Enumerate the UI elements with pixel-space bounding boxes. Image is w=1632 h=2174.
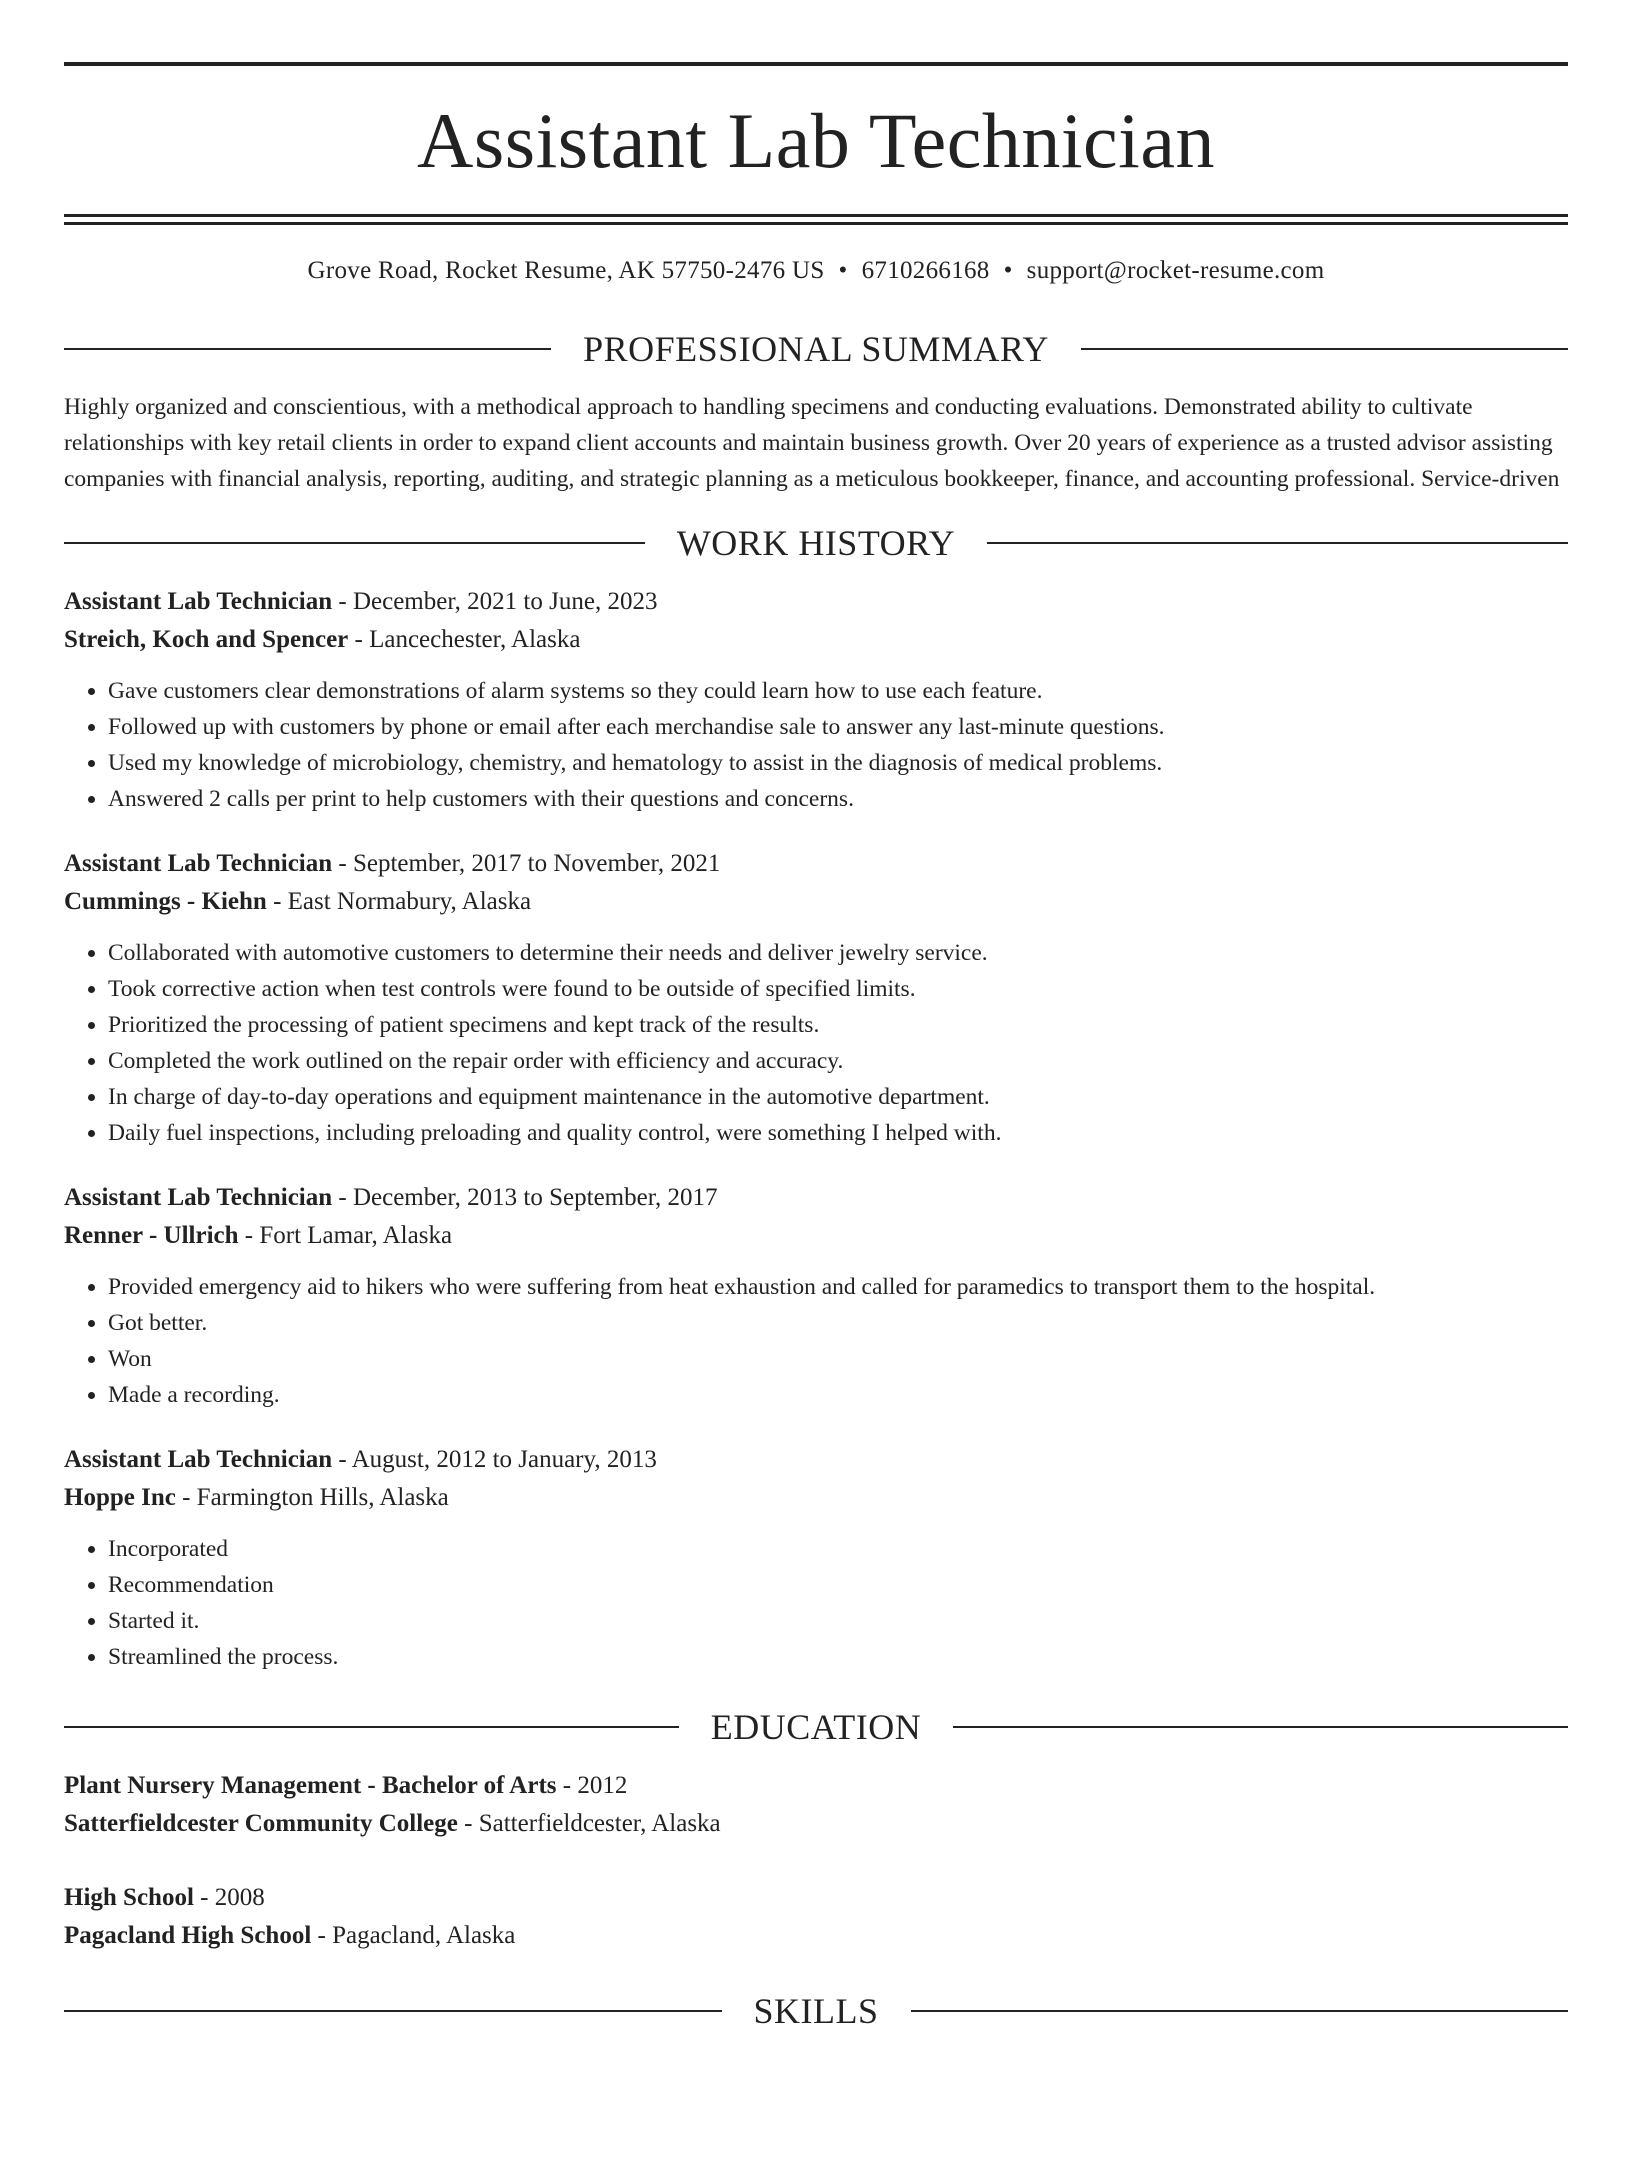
job-company: Hoppe Inc (64, 1483, 176, 1511)
heading-rule (953, 1726, 1568, 1728)
job-title: Assistant Lab Technician (64, 587, 333, 615)
heading-rule (987, 542, 1568, 544)
resume-page (0, 62, 1632, 2174)
section-heading-education (64, 1705, 1568, 1749)
job-location: - Farmington Hills, Alaska (175, 1483, 449, 1511)
education-entry (64, 1879, 1568, 1955)
contact-line (64, 255, 1568, 287)
job-entry (64, 583, 1568, 817)
job-company-line (64, 621, 1568, 659)
job-bullets (64, 1269, 1568, 1413)
education-degree: Plant Nursery Management - Bachelor of Arts (64, 1771, 557, 1799)
list-item: • Answered 2 calls per print to help customers with their questions and concerns. (108, 781, 1568, 817)
section-title: PROFESSIONAL SUMMARY (583, 329, 1049, 369)
education-location: - Pagacland, Alaska (311, 1921, 516, 1949)
list-item: • Started it. (108, 1603, 1568, 1639)
job-bullets (64, 935, 1568, 1151)
heading-rule (64, 542, 645, 544)
section-heading-summary (64, 327, 1568, 371)
education-degree-line (64, 1767, 1568, 1805)
education-year: - 2008 (193, 1883, 265, 1911)
job-dates: - September, 2017 to November, 2021 (332, 849, 721, 877)
list-item: • Followed up with customers by phone or email after each merchandise sale to answer any last-minute questions. (108, 709, 1568, 745)
top-rule (64, 62, 1568, 66)
education-school: Satterfieldcester Community College (64, 1809, 458, 1837)
education-year: - 2012 (556, 1771, 628, 1799)
job-company: Cummings - Kiehn (64, 887, 267, 915)
education-school-line (64, 1805, 1568, 1843)
job-dates: - December, 2013 to September, 2017 (332, 1183, 718, 1211)
job-title-line (64, 583, 1568, 621)
list-item: • Collaborated with automotive customers to determine their needs and deliver jewelry service. (108, 935, 1568, 971)
job-entry (64, 845, 1568, 1151)
contact-separator: • (1003, 257, 1013, 284)
list-item: • Provided emergency aid to hikers who were suffering from heat exhaustion and called for paramedics to transport them to the hospital. (108, 1269, 1568, 1305)
list-item: • Daily fuel inspections, including preloading and quality control, were something I helped with. (108, 1115, 1568, 1151)
heading-rule (64, 348, 551, 350)
list-item: • Streamlined the process. (108, 1639, 1568, 1675)
section-title: SKILLS (753, 1990, 879, 2031)
education-school: Pagacland High School (64, 1921, 312, 1949)
job-company-line (64, 883, 1568, 921)
education-degree-line (64, 1879, 1568, 1917)
heading-rule (64, 2010, 722, 2012)
job-company: Streich, Koch and Spencer (64, 625, 349, 653)
section-title: EDUCATION (710, 1706, 922, 1747)
job-dates: - December, 2021 to June, 2023 (332, 587, 658, 615)
job-dates: - August, 2012 to January, 2013 (332, 1445, 657, 1473)
job-title: Assistant Lab Technician (64, 1445, 333, 1473)
education-degree: High School (64, 1883, 194, 1911)
list-item: • In charge of day-to-day operations and equipment maintenance in the automotive department. (108, 1079, 1568, 1115)
list-item: • Made a recording. (108, 1377, 1568, 1413)
education-location: - Satterfieldcester, Alaska (457, 1809, 721, 1837)
heading-rule (1081, 348, 1568, 350)
job-location: - Lancechester, Alaska (348, 625, 581, 653)
resume-name: Assistant Lab Technician (417, 97, 1215, 184)
education-school-line (64, 1917, 1568, 1955)
summary-text: Highly organized and conscientious, with a methodical approach to handling specimens and conducting evaluations. Demonstrated ability to cultivate relationships with key retail clients in order to expand client accounts and maintain business growth. Over 20 years of experience as a trusted advisor assisting companies with financial analysis, reporting, auditing, and strategic planning as a meticulous bookkeeper, finance, and accounting professional. Service-driven (64, 394, 1560, 492)
list-item: • Completed the work outlined on the repair order with efficiency and accuracy. (108, 1043, 1568, 1079)
list-item: • Won (108, 1341, 1568, 1377)
list-item: • Gave customers clear demonstrations of alarm systems so they could learn how to use each feature. (108, 673, 1568, 709)
work-history (64, 583, 1568, 1675)
job-location: - East Normabury, Alaska (266, 887, 532, 915)
job-entry (64, 1179, 1568, 1413)
contact-phone: 6710266168 (861, 257, 990, 284)
list-item: • Got better. (108, 1305, 1568, 1341)
job-location: - Fort Lamar, Alaska (238, 1221, 453, 1249)
contact-separator: • (838, 257, 848, 284)
heading-rule (911, 2010, 1569, 2012)
job-title: Assistant Lab Technician (64, 1183, 333, 1211)
section-title: WORK HISTORY (676, 522, 956, 563)
section-heading-work (64, 521, 1568, 565)
list-item: • Used my knowledge of microbiology, chemistry, and hematology to assist in the diagnosis of medical problems. (108, 745, 1568, 781)
contact-email: support@rocket-resume.com (1026, 257, 1325, 284)
job-title-line (64, 845, 1568, 883)
list-item: • Prioritized the processing of patient specimens and kept track of the results. (108, 1007, 1568, 1043)
list-item: • Recommendation (108, 1567, 1568, 1603)
job-entry (64, 1441, 1568, 1675)
contact-address: Grove Road, Rocket Resume, AK 57750-2476 US (307, 257, 825, 284)
list-item: • Incorporated (108, 1531, 1568, 1567)
list-item: • Took corrective action when test controls were found to be outside of specified limits. (108, 971, 1568, 1007)
job-company-line (64, 1217, 1568, 1255)
section-heading-skills (64, 1989, 1568, 2033)
heading-rule (64, 1726, 679, 1728)
job-bullets (64, 1531, 1568, 1675)
job-title: Assistant Lab Technician (64, 849, 333, 877)
job-company-line (64, 1479, 1568, 1517)
double-rule (64, 214, 1568, 225)
job-bullets (64, 673, 1568, 817)
job-title-line (64, 1179, 1568, 1217)
job-company: Renner - Ullrich (64, 1221, 239, 1249)
job-title-line (64, 1441, 1568, 1479)
education-entry (64, 1767, 1568, 1843)
